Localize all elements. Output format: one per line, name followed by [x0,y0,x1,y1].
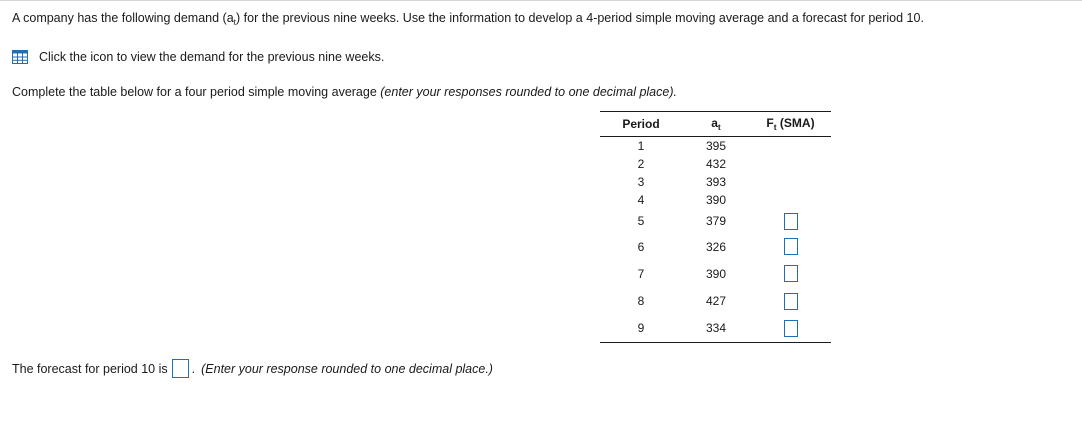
table-row [600,191,831,209]
period-cell: 5 [637,214,645,228]
forecast-cell [750,260,831,288]
table-instruction [12,85,677,99]
period-cell: 1 [637,138,645,153]
period-cell: 7 [637,266,645,281]
forecast-cell [750,155,831,173]
demand-cell: 390 [705,266,727,281]
question-intro [12,11,924,27]
table-row [600,260,831,288]
instruction-note: (enter your responses rounded to one decimal place). [380,85,677,99]
instruction-text: Complete the table below for a four period simple moving average [12,85,381,99]
header-period: Period [600,112,682,137]
period-cell: 3 [637,174,645,189]
table-row [600,173,831,191]
icon-link-text: Click the icon to view the demand for the previous nine weeks. [39,50,385,64]
demand-cell: 432 [705,156,727,171]
period-cell: 8 [637,294,645,308]
period-cell: 6 [637,239,645,254]
demand-cell: 393 [705,174,727,189]
header-demand-sub: t [717,122,721,132]
header-demand-main: a [711,116,718,130]
demand-cell: 326 [705,239,727,254]
table-row [600,209,831,234]
header-forecast-main: F [766,116,774,130]
forecast-label: The forecast for period 10 is [12,361,168,376]
data-table-link [12,50,384,64]
forecast-input-period-8[interactable] [784,293,798,310]
demand-cell: 334 [682,315,750,343]
forecast-cell [750,173,831,191]
period-cell: 2 [637,156,645,171]
header-demand [682,112,750,137]
forecast-input-period-6[interactable] [784,238,798,255]
top-divider [0,0,1082,1]
forecast-cell [750,191,831,209]
forecast-question [12,359,493,378]
period-cell: 4 [637,192,645,207]
table-row [600,155,831,173]
forecast-cell [750,288,831,315]
intro-text-start: A company has the following demand (a [12,11,234,25]
forecast-input-period-9[interactable] [784,320,798,337]
period-cell: 9 [600,315,682,343]
table-grid-icon[interactable] [12,50,28,64]
forecast-cell [750,315,831,343]
table-row [600,315,831,343]
demand-cell: 390 [705,192,727,207]
forecast-cell [750,137,831,155]
forecast-input-period-5[interactable] [784,213,798,230]
header-forecast-suffix: (SMA) [776,116,815,130]
table-header-row [600,112,831,137]
forecast-period-mark: . [191,361,196,376]
header-forecast-sub: t [773,122,777,132]
forecast-note: (Enter your response rounded to one decimal place.) [201,361,493,376]
forecast-period-10-input[interactable] [172,359,189,378]
demand-cell: 379 [705,214,727,228]
header-forecast [750,112,831,137]
forecast-cell [750,209,831,234]
sma-table [600,111,831,343]
forecast-input-period-7[interactable] [784,265,798,282]
demand-cell: 427 [705,294,727,308]
table-row [600,234,831,260]
demand-cell: 395 [705,138,727,153]
intro-subscript: t [233,17,237,27]
table-row [600,288,831,315]
table-row [600,137,831,155]
intro-text-end: ) for the previous nine weeks. Use the information to develop a 4-period simple moving average and a forecast for period 10. [236,11,924,25]
forecast-cell [750,234,831,260]
